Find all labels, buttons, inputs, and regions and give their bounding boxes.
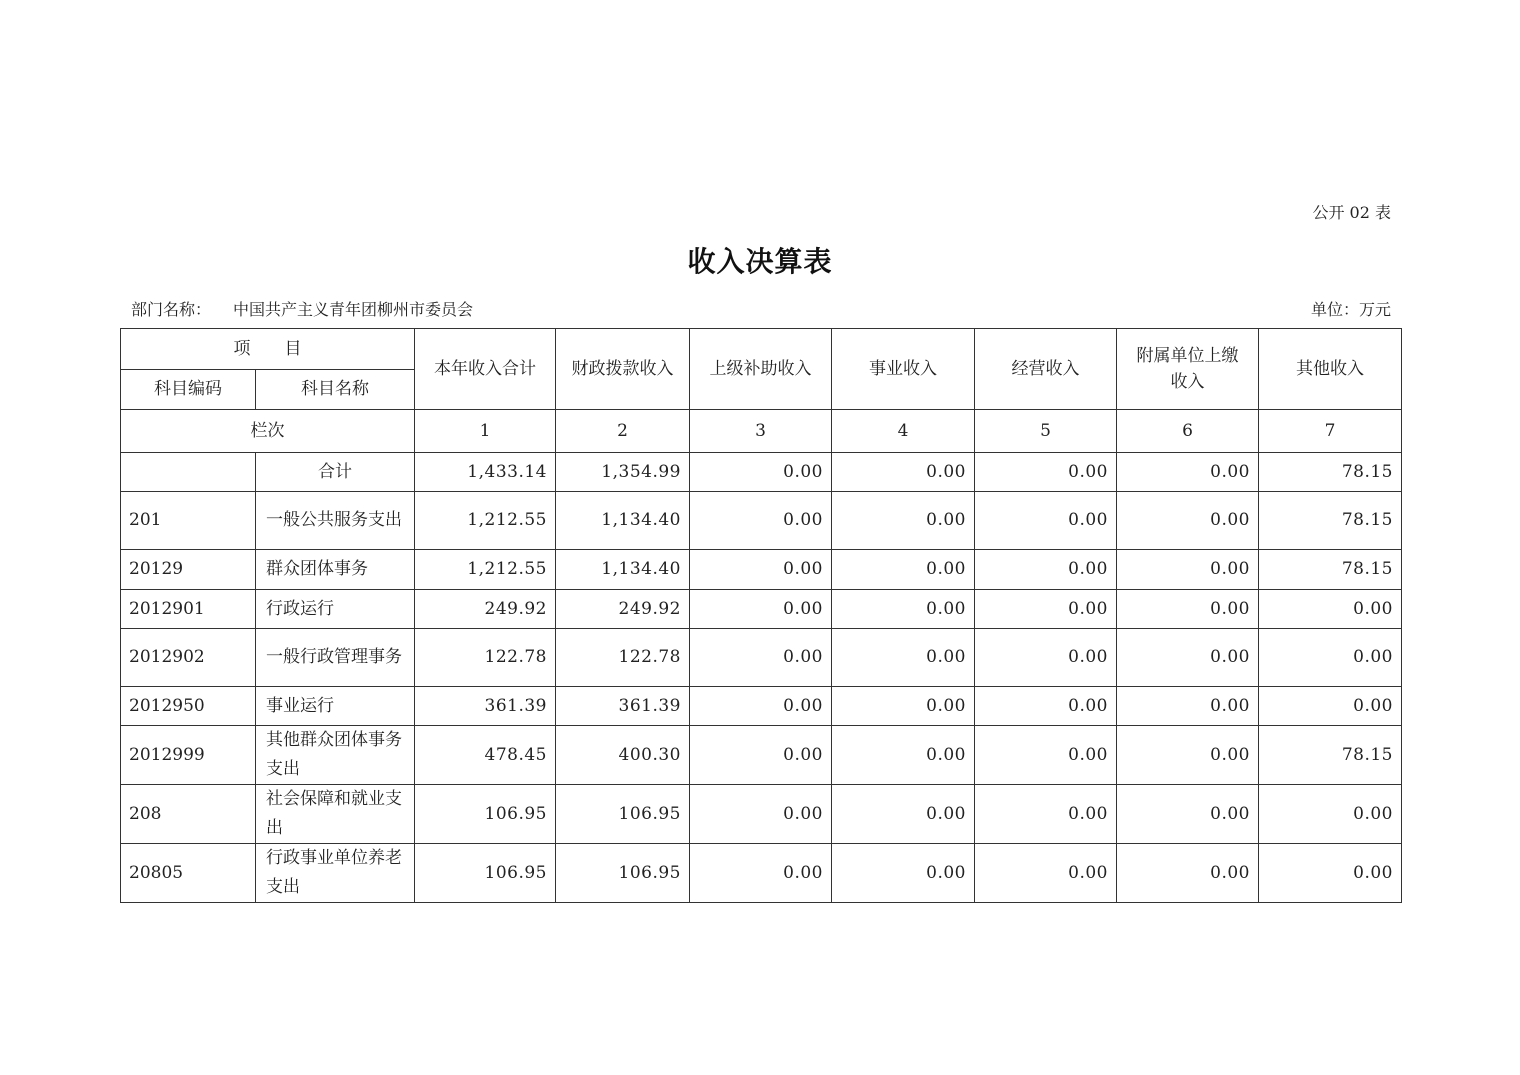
- table-row: [121, 726, 1402, 785]
- row-value: 400.30: [556, 726, 690, 785]
- row-value: 0.00: [1117, 687, 1259, 726]
- row-name: 一般公共服务支出: [256, 492, 415, 550]
- table-row: [121, 629, 1402, 687]
- table-row: [121, 550, 1402, 590]
- col-number-1: 1: [415, 410, 556, 453]
- row-value: 0.00: [832, 492, 975, 550]
- page-title: 收入决算表: [687, 245, 833, 278]
- row-value: 122.78: [556, 629, 690, 687]
- row-value: 249.92: [556, 590, 690, 629]
- row-value: 0.00: [690, 550, 832, 590]
- form-number: 公开 02 表: [1312, 203, 1391, 222]
- row-value: 0.00: [975, 453, 1117, 492]
- row-value: 1,212.55: [415, 492, 556, 550]
- row-value: 1,134.40: [556, 550, 690, 590]
- income-table: [120, 328, 1402, 903]
- row-value: 0.00: [975, 492, 1117, 550]
- row-value: 1,354.99: [556, 453, 690, 492]
- header-col-5: 经营收入: [975, 329, 1117, 410]
- header-code: 科目编码: [121, 370, 256, 410]
- row-value: 106.95: [556, 785, 690, 844]
- row-value: 0.00: [1117, 590, 1259, 629]
- row-value: 0.00: [690, 844, 832, 903]
- row-name: 社会保障和就业支出: [256, 785, 415, 844]
- row-code: [121, 453, 256, 492]
- row-name: 事业运行: [256, 687, 415, 726]
- row-value: 0.00: [1259, 629, 1402, 687]
- row-code: 2012901: [121, 590, 256, 629]
- col-number-3: 3: [690, 410, 832, 453]
- row-value: 0.00: [975, 550, 1117, 590]
- col-number-6: 6: [1117, 410, 1259, 453]
- row-name: 群众团体事务: [256, 550, 415, 590]
- row-value: 0.00: [975, 687, 1117, 726]
- row-code: 20129: [121, 550, 256, 590]
- row-name: 一般行政管理事务: [256, 629, 415, 687]
- row-value: 106.95: [556, 844, 690, 903]
- department-label: 部门名称：: [131, 300, 212, 319]
- row-value: 478.45: [415, 726, 556, 785]
- row-code: 2012950: [121, 687, 256, 726]
- row-name: 合计: [256, 453, 415, 492]
- row-value: 0.00: [1117, 453, 1259, 492]
- header-col-6: 附属单位上缴 收入: [1117, 329, 1259, 410]
- row-code: 201: [121, 492, 256, 550]
- header-col-4: 事业收入: [832, 329, 975, 410]
- table-row: [121, 492, 1402, 550]
- col-number-2: 2: [556, 410, 690, 453]
- row-value: 0.00: [832, 687, 975, 726]
- row-value: 361.39: [415, 687, 556, 726]
- row-value: 0.00: [1117, 844, 1259, 903]
- row-value: 78.15: [1259, 453, 1402, 492]
- table-row-total: [121, 453, 1402, 492]
- row-value: 361.39: [556, 687, 690, 726]
- row-value: 0.00: [832, 726, 975, 785]
- row-value: 78.15: [1259, 550, 1402, 590]
- department-name: 中国共产主义青年团柳州市委员会: [233, 300, 474, 319]
- row-value: 0.00: [832, 550, 975, 590]
- row-value: 78.15: [1259, 726, 1402, 785]
- table-row: [121, 687, 1402, 726]
- row-name: 其他群众团体事务支出: [256, 726, 415, 785]
- table-row: [121, 785, 1402, 844]
- row-value: 0.00: [975, 726, 1117, 785]
- header-lanci: 栏次: [121, 410, 415, 453]
- row-value: 0.00: [690, 492, 832, 550]
- header-col-7: 其他收入: [1259, 329, 1402, 410]
- row-value: 1,433.14: [415, 453, 556, 492]
- row-value: 249.92: [415, 590, 556, 629]
- row-value: 0.00: [690, 785, 832, 844]
- row-name: 行政事业单位养老支出: [256, 844, 415, 903]
- row-value: 0.00: [690, 687, 832, 726]
- row-value: 0.00: [690, 726, 832, 785]
- table-row: [121, 590, 1402, 629]
- row-value: 0.00: [1259, 590, 1402, 629]
- header-item: 项 目: [121, 329, 415, 370]
- row-value: 0.00: [1117, 492, 1259, 550]
- row-value: 0.00: [832, 629, 975, 687]
- row-value: 78.15: [1259, 492, 1402, 550]
- row-code: 2012999: [121, 726, 256, 785]
- row-value: 0.00: [1259, 687, 1402, 726]
- row-code: 20805: [121, 844, 256, 903]
- row-value: 122.78: [415, 629, 556, 687]
- row-code: 2012902: [121, 629, 256, 687]
- row-value: 1,134.40: [556, 492, 690, 550]
- row-value: 0.00: [1117, 550, 1259, 590]
- row-value: 0.00: [832, 590, 975, 629]
- department-line: [131, 297, 473, 320]
- row-value: 106.95: [415, 844, 556, 903]
- col-number-5: 5: [975, 410, 1117, 453]
- row-value: 0.00: [975, 844, 1117, 903]
- row-value: 0.00: [690, 453, 832, 492]
- row-value: 0.00: [975, 785, 1117, 844]
- row-value: 0.00: [1117, 629, 1259, 687]
- col-number-7: 7: [1259, 410, 1402, 453]
- row-value: 0.00: [975, 590, 1117, 629]
- row-value: 0.00: [832, 844, 975, 903]
- row-value: 0.00: [832, 785, 975, 844]
- row-value: 106.95: [415, 785, 556, 844]
- row-value: 0.00: [1117, 726, 1259, 785]
- table-row: [121, 844, 1402, 903]
- header-col-3: 上级补助收入: [690, 329, 832, 410]
- row-value: 0.00: [1259, 844, 1402, 903]
- row-value: 0.00: [690, 590, 832, 629]
- row-code: 208: [121, 785, 256, 844]
- col-number-4: 4: [832, 410, 975, 453]
- row-value: 0.00: [690, 629, 832, 687]
- header-col-2: 财政拨款收入: [556, 329, 690, 410]
- row-value: 0.00: [832, 453, 975, 492]
- row-value: 0.00: [1117, 785, 1259, 844]
- header-name: 科目名称: [256, 370, 415, 410]
- row-value: 0.00: [975, 629, 1117, 687]
- row-value: 1,212.55: [415, 550, 556, 590]
- row-value: 0.00: [1259, 785, 1402, 844]
- row-name: 行政运行: [256, 590, 415, 629]
- unit-label: 单位：万元: [1310, 300, 1391, 319]
- header-col-1: 本年收入合计: [415, 329, 556, 410]
